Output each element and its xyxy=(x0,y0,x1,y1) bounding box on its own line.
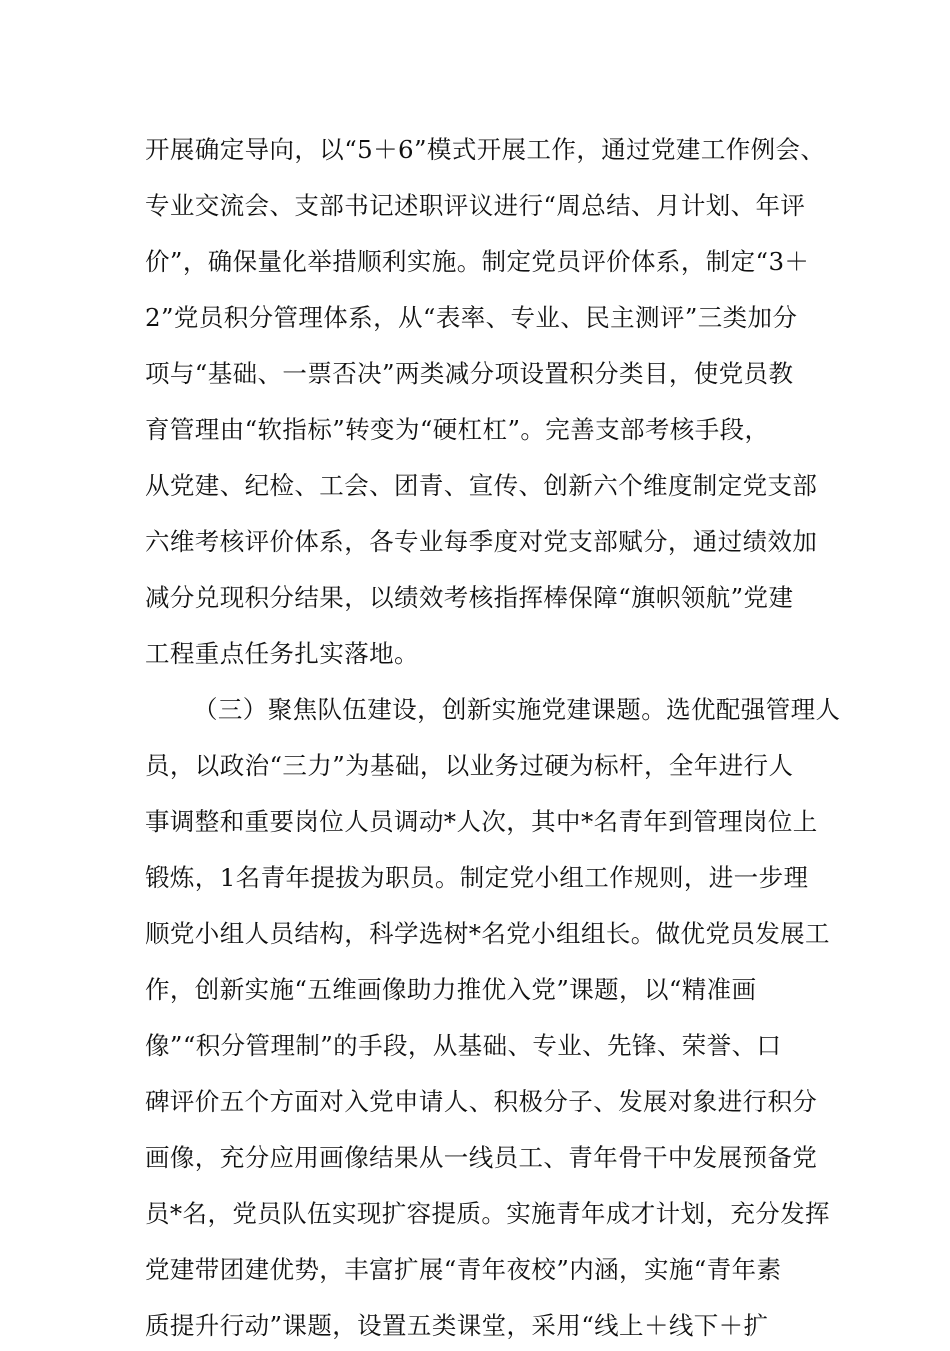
text-line: 员*名，党员队伍实现扩容提质。实施青年成才计划，充分发挥 xyxy=(145,1199,830,1228)
text-line: 作，创新实施“五维画像助力推优入党”课题，以“精准画 xyxy=(145,975,757,1004)
text-line: 价”，确保量化举措顺利实施。制定党员评价体系，制定“3＋ xyxy=(145,247,810,276)
section-heading-line: （三）聚焦队伍建设，创新实施党建课题。选优配强管理人 xyxy=(193,695,841,724)
text-line: 2”党员积分管理体系，从“表率、专业、民主测评”三类加分 xyxy=(145,303,798,332)
text-line: 碑评价五个方面对入党申请人、积极分子、发展对象进行积分 xyxy=(145,1087,818,1116)
text-line: 工程重点任务扎实落地。 xyxy=(145,639,419,668)
text-line: 员，以政治“三力”为基础，以业务过硬为标杆，全年进行人 xyxy=(145,751,794,780)
text-line: 项与“基础、一票否决”两类减分项设置积分类目，使党员教 xyxy=(145,359,794,388)
text-line: 顺党小组人员结构，科学选树*名党小组组长。做优党员发展工 xyxy=(145,919,830,948)
text-line: 质提升行动”课题，设置五类课堂，采用“线上＋线下＋扩 xyxy=(145,1311,769,1340)
text-line: 从党建、纪检、工会、团青、宣传、创新六个维度制定党支部 xyxy=(145,471,818,500)
text-line: 党建带团建优势，丰富扩展“青年夜校”内涵，实施“青年素 xyxy=(145,1255,782,1284)
text-line: 专业交流会、支部书记述职评议进行“周总结、月计划、年评 xyxy=(145,191,806,220)
text-line: 锻炼，1名青年提拔为职员。制定党小组工作规则，进一步理 xyxy=(145,863,809,892)
text-line: 减分兑现积分结果，以绩效考核指挥棒保障“旗帜领航”党建 xyxy=(145,583,794,612)
text-line: 像”“积分管理制”的手段，从基础、专业、先锋、荣誉、口 xyxy=(145,1031,782,1060)
text-line: 育管理由“软指标”转变为“硬杠杠”。完善支部考核手段， xyxy=(145,415,770,444)
text-line: 画像，充分应用画像结果从一线员工、青年骨干中发展预备党 xyxy=(145,1143,818,1172)
text-line: 开展确定导向，以“5＋6”模式开展工作，通过党建工作例会、 xyxy=(145,135,826,164)
text-line: 事调整和重要岗位人员调动*人次，其中*名青年到管理岗位上 xyxy=(145,807,818,836)
text-line: 六维考核评价体系，各专业每季度对党支部赋分，通过绩效加 xyxy=(145,527,818,556)
